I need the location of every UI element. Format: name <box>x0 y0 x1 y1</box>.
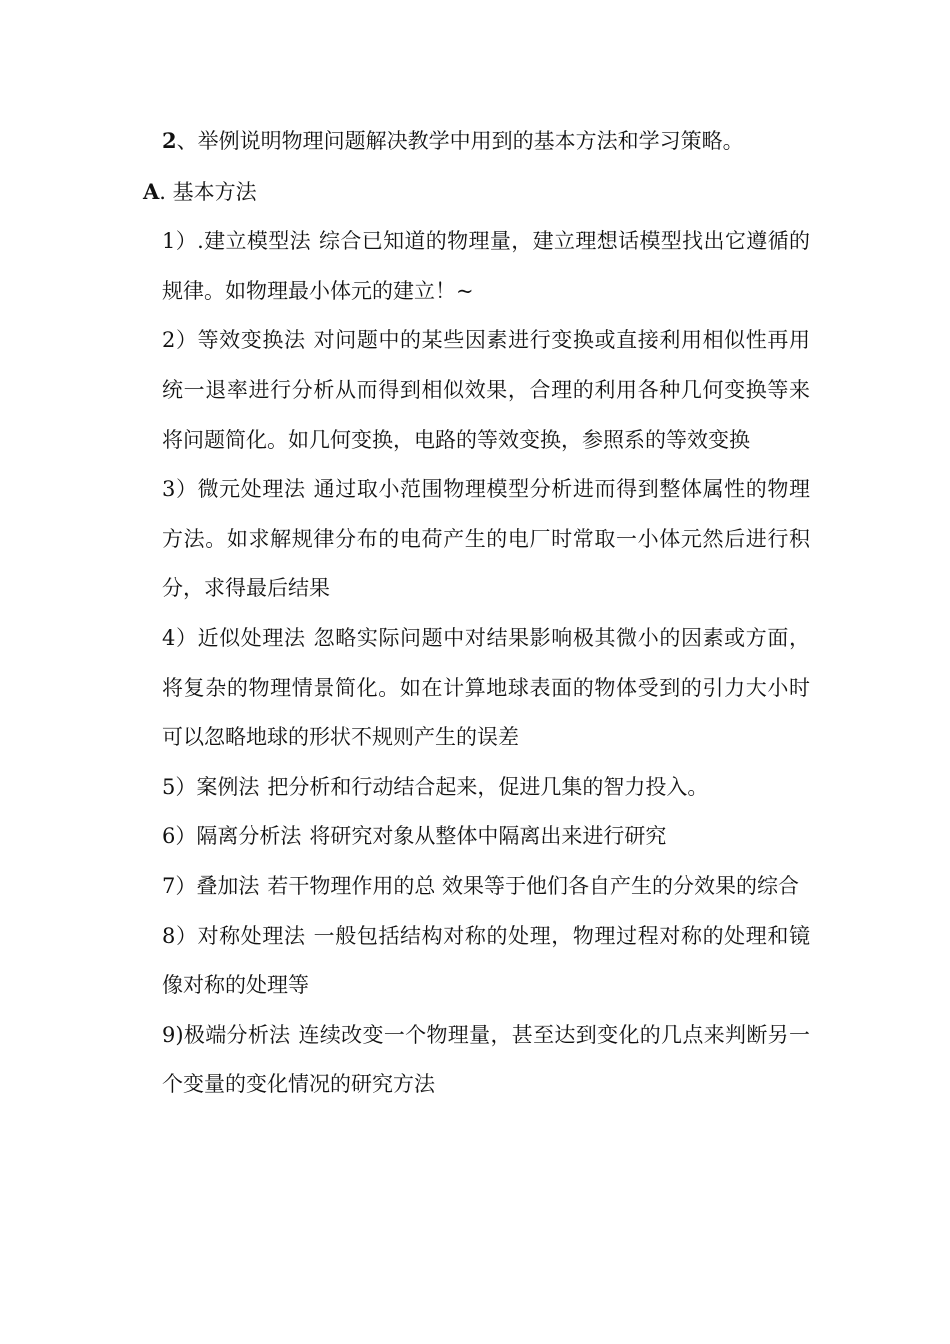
method-body: 忽略实际问题中对结果影响极其微小的因素或方面，将复杂的物理情景简化。如在计算地球表面的物体受到的引力大小时可以忽略地球的形状不规则产生的误差 <box>162 625 810 750</box>
method-title: 4）近似处理法 <box>162 625 306 650</box>
method-body: 把分析和行动结合起来，促进几集的智力投入。 <box>267 774 709 799</box>
method-item <box>162 217 810 316</box>
question-text: 、举例说明物理问题解决教学中用到的基本方法和学习策略。 <box>176 129 744 153</box>
method-body: 连续改变一个物理量，甚至达到变化的几点来判断另一个变量的变化情况的研究方法 <box>162 1022 810 1097</box>
method-body: 通过取小范围物理模型分析进而得到整体属性的物理方法。如求解规律分布的电荷产生的电厂时常取一小体元然后进行积分，求得最后结果 <box>162 477 810 601</box>
method-body: 若干物理作用的总 效果等于他们各自产生的分效果的综合 <box>267 873 800 898</box>
method-item <box>162 862 810 912</box>
method-item <box>162 1011 810 1110</box>
section-title: . 基本方法 <box>159 179 257 204</box>
method-body: 一般包括结构对称的处理，物理过程对称的处理和镜像对称的处理等 <box>162 923 810 998</box>
method-item <box>162 316 810 465</box>
method-title: 5）案例法 <box>162 774 260 799</box>
method-body: 对问题中的某些因素进行变换或直接利用相似性再用统一退率进行分析从而得到相似效果，合理的利用各种几何变换等来将问题简化。如几何变换，电路的等效变换，参照系的等效变换 <box>162 328 810 452</box>
question-number: 2 <box>162 128 177 153</box>
method-item <box>162 812 810 862</box>
method-title: 8）对称处理法 <box>162 923 306 948</box>
section-letter: A <box>143 178 160 204</box>
method-title: 2）等效变换法 <box>162 328 306 353</box>
method-item <box>162 465 810 614</box>
method-title: 3）微元处理法 <box>162 477 306 502</box>
method-body: 将研究对象从整体中隔离出来进行研究 <box>309 824 667 849</box>
question-heading <box>162 116 810 167</box>
document-content <box>143 116 810 1110</box>
method-item <box>162 912 810 1011</box>
method-title: 7）叠加法 <box>162 873 260 898</box>
section-heading <box>143 167 810 218</box>
method-item <box>162 763 810 813</box>
method-item <box>162 614 810 763</box>
method-title: 9)极端分析法 <box>162 1022 291 1047</box>
method-title: 6）隔离分析法 <box>162 824 302 849</box>
method-body: 综合已知道的物理量，建立理想话模型找出它遵循的规律。如物理最小体元的建立！~ <box>162 229 810 303</box>
method-title: 1）.建立模型法 <box>162 229 311 254</box>
